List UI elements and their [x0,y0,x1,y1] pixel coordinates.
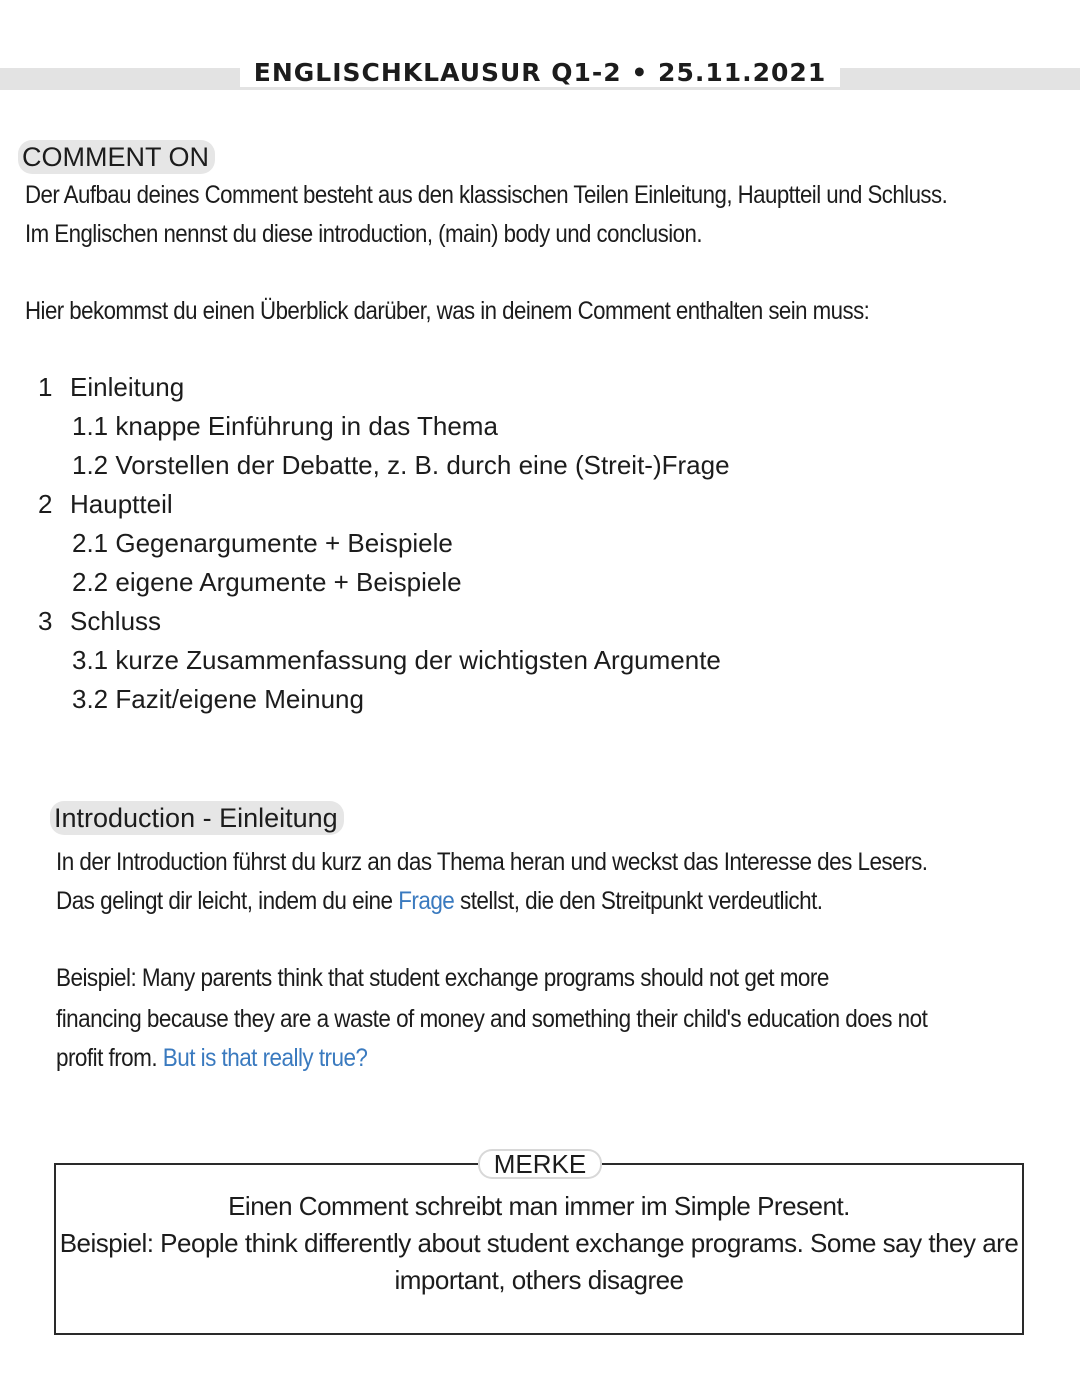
merke-line-3: important, others disagree [394,1265,684,1295]
outline-item [38,602,730,641]
merke-line-2: Beispiel: People think differently about student exchange programs. Some say they are [59,1228,1019,1258]
introduction-line-2-post: stellst, die den Streitpunkt verdeutlicht. [454,887,823,915]
merke-label-text: MERKE [478,1149,602,1179]
outline-number: 3 [38,606,53,636]
merke-line-1: Einen Comment schreibt man immer im Simple Present. [228,1191,850,1221]
outline-label: Hauptteil [70,489,173,519]
introduction-highlight-frage: Frage [398,887,455,915]
example-question-highlight: But is that really true? [162,1044,368,1072]
introduction-line-2 [56,882,823,921]
comment-on-line-2: Im Englischen nennst du diese introduction, (main) body und conclusion. [25,220,702,248]
example-line-3-pre: profit from. [56,1044,163,1072]
page-title [0,58,1080,87]
introduction-line-1: In der Introduction führst du kurz an das Thema heran und weckst das Interesse des Lesers. [56,848,928,876]
example-line-3 [56,1039,367,1078]
page-title-text: ENGLISCHKLAUSUR Q1-2 • 25.11.2021 [240,58,840,87]
comment-on-line-1: Der Aufbau deines Comment besteht aus den klassischen Teilen Einleitung, Hauptteil und Schluss. [25,181,948,209]
introduction-line-2-pre: Das gelingt dir leicht, indem du eine [56,887,399,915]
merke-label [0,1146,1080,1182]
outline-subitem: 1.1 knappe Einführung in das Thema [72,411,498,441]
outline-subitem: 3.2 Fazit/eigene Meinung [72,684,364,714]
example-line-2: financing because they are a waste of money and something their child's education does not [56,1005,928,1033]
outline-list [38,368,730,719]
merke-text [54,1188,1024,1299]
outline-item [38,368,730,407]
outline-subitem: 2.1 Gegenargumente + Beispiele [72,528,453,558]
outline-number: 2 [38,489,53,519]
outline-label: Schluss [70,606,162,636]
example-line-1: Beispiel: Many parents think that student exchange programs should not get more [56,964,829,992]
outline-subitem: 3.1 kurze Zusammenfassung der wichtigsten Argumente [72,645,721,675]
introduction-heading: Introduction - Einleitung [50,801,344,835]
comment-on-overview: Hier bekommst du einen Überblick darüber, was in deinem Comment enthalten sein muss: [25,297,870,325]
comment-on-heading: COMMENT ON [18,140,215,174]
outline-subitem: 1.2 Vorstellen der Debatte, z. B. durch eine (Streit-)Frage [72,450,730,480]
outline-number: 1 [38,372,53,402]
outline-subitem: 2.2 eigene Argumente + Beispiele [72,567,462,597]
outline-item [38,485,730,524]
outline-label: Einleitung [70,372,185,402]
